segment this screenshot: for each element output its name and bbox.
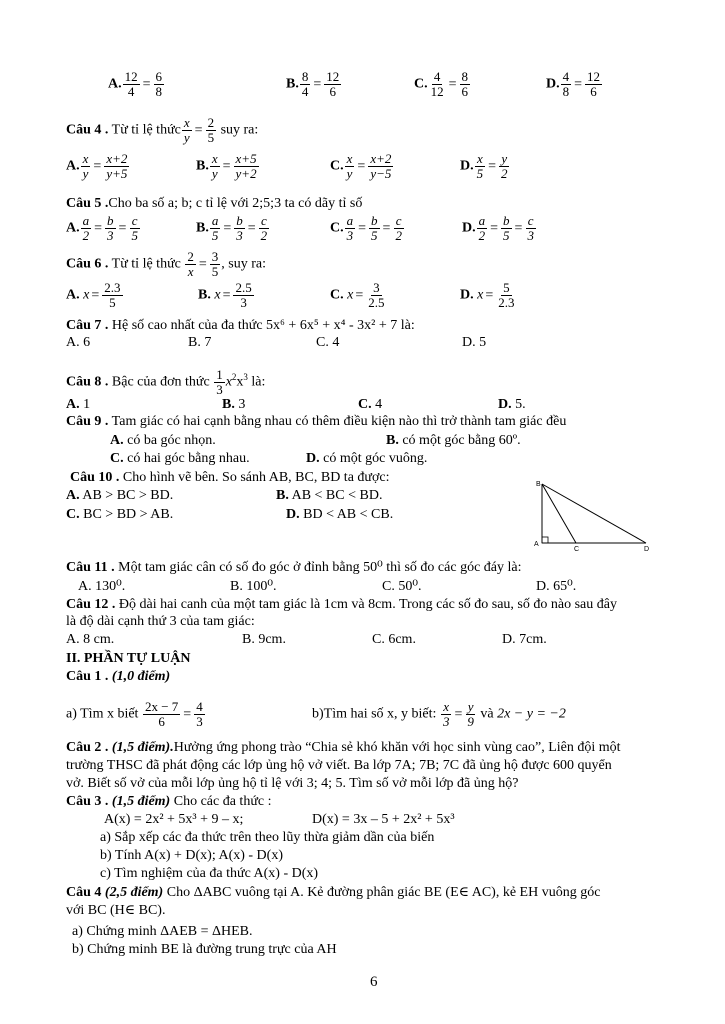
q10-option-d[interactable]: D. BD < AB < CB. (286, 507, 394, 522)
e3-part-b: b) Tính A(x) + D(x); A(x) - D(x) (100, 848, 283, 863)
q11-option-c[interactable]: C. 50⁰. (382, 579, 422, 594)
e1-b-equation: 2x − y = −2 (497, 706, 566, 722)
q8-option-c[interactable]: C. 4 (358, 397, 383, 412)
q7-stem (66, 318, 415, 334)
q7-label: Câu 7 . (66, 318, 109, 333)
e3-polynomial-a: A(x) = 2x² + 5x³ + 9 – x; (104, 812, 244, 827)
e1-b-text: b)Tìm hai số x, y biết: (312, 706, 437, 722)
label-b: B (536, 481, 541, 488)
q11-option-d[interactable]: D. 65⁰. (536, 579, 577, 594)
q7-option-c[interactable]: C. 4 (316, 335, 340, 350)
q10-option-a[interactable]: A. AB > BC > BD. (66, 488, 174, 503)
e1-b-frac-left: $\frac{x}{3}$ (442, 699, 450, 729)
q4-text-before: Từ tỉ lệ thức (111, 122, 181, 138)
q10-option-b[interactable]: B. AB < BC < BD. (276, 488, 383, 503)
q12-option-a[interactable]: A. 8 cm. (66, 632, 115, 647)
e3-points: (1,5 điểm) (111, 794, 171, 809)
q10-triangle-figure (528, 476, 658, 552)
q3-option-a[interactable]: A. $\frac{12}{4}$ = $\frac{6}{8}$ (108, 69, 163, 99)
q4-option-b[interactable]: B. $\frac{x}{y}$ = $\frac{x+5}{y+2}$ (196, 151, 257, 181)
e2-line2: trường THSC đã phát động các lớp ủng hộ vở viết. Ba lớp 7A; 7B; 7C đã ủng hộ được 600 quyển (66, 758, 612, 773)
q6-option-d[interactable]: D. x = $\frac{5}{2.3}$ (460, 280, 515, 310)
q4-option-a[interactable]: A. $\frac{x}{y}$ = $\frac{x+2}{y+5}$ (66, 151, 128, 181)
e3-part-c: c) Tìm nghiệm của đa thức A(x) - D(x) (100, 866, 319, 881)
q4-stem-frac-right: $\frac{2}{5}$ (207, 115, 215, 145)
q9-stem (66, 414, 566, 430)
q12-stem-line2: là độ dài cạnh thứ 3 của tam giác: (66, 614, 255, 629)
q6-text-before: Từ tỉ lệ thức (111, 256, 181, 272)
q8-monomial-vars: x (225, 374, 232, 390)
q12-label: Câu 12 . (66, 597, 116, 612)
e3-polynomial-d: D(x) = 3x – 5 + 2x² + 5x³ (312, 812, 455, 827)
q7-option-a[interactable]: A. 6 (66, 335, 91, 350)
q10-label: Câu 10 . (70, 470, 120, 485)
e1-part-b: b)Tìm hai số x, y biết: $\frac{x}{3}$ = $\frac{y}{9}$ và 2x − y = −2 (312, 699, 566, 729)
e4-part-a: a) Chứng minh ΔAEB = ΔHEB. (72, 924, 253, 939)
q9-label: Câu 9 . (66, 414, 109, 429)
q12-text1: Độ dài hai canh của một tam giác là 1cm và 8cm. Trong các số đo sau, số đo nào sau đây (118, 597, 617, 612)
e1-points: (1,0 điểm) (111, 669, 171, 684)
q3-option-c[interactable]: C. $\frac{4}{12}$ = $\frac{8}{6}$ (414, 69, 469, 99)
q4-option-c[interactable]: C. $\frac{x}{y}$ = $\frac{x+2}{y-5}$ (330, 151, 392, 181)
q5-option-b[interactable]: B. $\frac{a}{5}$ = $\frac{b}{3}$ = $\frac{c}{2}$ (196, 213, 268, 243)
e4-text1: Cho ΔABC vuông tại A. Kẻ đường phân giác BE (E∈ AC), kẻ EH vuông góc (166, 885, 601, 900)
e4-line1 (66, 885, 600, 901)
q4-stem-frac-left: $\frac{x}{y}$ (183, 115, 190, 145)
segment-bc (542, 484, 576, 543)
e1-a-frac-left: $\frac{2x - 7}{6}$ (144, 699, 179, 729)
q4-option-d[interactable]: D. $\frac{x}{5}$ = $\frac{y}{2}$ (460, 151, 508, 181)
page-number: 6 (370, 974, 378, 990)
q8-option-b[interactable]: B. 3 (222, 397, 246, 412)
label-a: A (534, 541, 539, 548)
q5-stem (66, 196, 362, 212)
q11-option-b[interactable]: B. 100⁰. (230, 579, 277, 594)
e4-points: (2,5 điểm) (104, 885, 164, 900)
e1-label: Câu 1 . (66, 669, 109, 684)
e4-part-b: b) Chứng minh BE là đường trung trực của AH (72, 942, 337, 957)
q10-text: Cho hình vẽ bên. So sánh AB, BC, BD ta được: (122, 470, 390, 485)
q7-option-b[interactable]: B. 7 (188, 335, 212, 350)
q6-stem-frac-right: $\frac{3}{5}$ (211, 249, 219, 279)
q6-option-b[interactable]: B. x = $\frac{2.5}{3}$ (198, 280, 252, 310)
q8-label: Câu 8 . (66, 374, 109, 390)
e1-b-frac-right: $\frac{y}{9}$ (467, 699, 474, 729)
q8-monomial: $\frac{1}{3}$ (216, 367, 223, 397)
q10-stem (70, 470, 390, 486)
q8-stem: Câu 8 . Bậc của đơn thức $\frac{1}{3}$ $x^2x^3$ là: (66, 367, 266, 397)
e3-label: Câu 3 . (66, 794, 109, 809)
q4-stem: Câu 4 . Từ tỉ lệ thức $\frac{x}{y}$ = $\frac{2}{5}$ suy ra: (66, 115, 259, 145)
e1-a-frac-right: $\frac{4}{3}$ (196, 699, 203, 729)
e2-line3: vở. Biết số vở của mỗi lớp ủng hộ tỉ lệ với 3; 4; 5. Tìm số vở mỗi lớp đã ủng hộ? (66, 776, 519, 791)
e4-line2: với BC (H∈ BC). (66, 903, 166, 918)
q4-text-after: suy ra: (220, 122, 259, 138)
q9-option-d[interactable]: D. có một góc vuông. (306, 451, 428, 466)
e1-part-a: a) Tìm x biết $\frac{2x - 7}{6}$ = $\frac{4}{3}$ (66, 699, 203, 729)
q11-stem (66, 560, 522, 576)
e2-label: Câu 2 . (66, 740, 109, 755)
e1-heading (66, 669, 170, 685)
q9-option-b[interactable]: B. có một góc bằng 60º. (386, 433, 521, 448)
right-angle-mark (542, 537, 548, 543)
q8-option-d[interactable]: D. 5. (498, 397, 526, 412)
label-c: C (574, 546, 580, 552)
q5-option-c[interactable]: C. $\frac{a}{3}$ = $\frac{b}{5}$ = $\frac{c}{2}$ (330, 213, 402, 243)
q11-label: Câu 11 . (66, 560, 115, 575)
q12-option-d[interactable]: D. 7cm. (502, 632, 547, 647)
e4-label: Câu 4 (66, 885, 102, 900)
q11-option-a[interactable]: A. 130⁰. (78, 579, 126, 594)
e1-b-and: và (480, 706, 494, 722)
e3-text: Cho các đa thức : (173, 794, 272, 809)
q11-text: Một tam giác cân có số đo góc ở đỉnh bằng 50⁰ thì số đo các góc đáy là: (118, 560, 522, 575)
q6-option-a[interactable]: A. x = $\frac{2.3}{5}$ (66, 280, 121, 310)
part2-title: II. PHẦN TỰ LUẬN (66, 651, 191, 666)
q12-option-b[interactable]: B. 9cm. (242, 632, 286, 647)
e2-text1: Hưởng ứng phong trào “Chia sẻ khó khăn với học sinh vùng cao”, Liên đội một (173, 740, 621, 755)
q8-text-before: Bậc của đơn thức (111, 374, 210, 390)
label-d: D (644, 546, 650, 552)
q6-stem-frac-left: $\frac{2}{x}$ (187, 249, 194, 279)
q6-label: Câu 6 . (66, 256, 109, 272)
q7-option-d[interactable]: D. 5 (462, 335, 487, 350)
q8-text-after: là: (251, 374, 266, 390)
q3-option-b[interactable]: B. $\frac{8}{4}$ = $\frac{12}{6}$ (286, 69, 340, 99)
q4-label: Câu 4 . (66, 122, 109, 138)
q6-text-after: , suy ra: (221, 256, 266, 272)
q5-option-d[interactable]: D. $\frac{a}{2}$ = $\frac{b}{5}$ = $\frac{c}{3}$ (462, 213, 534, 243)
q5-label: Câu 5 . (66, 196, 109, 211)
q3-option-d[interactable]: D. $\frac{4}{8}$ = $\frac{12}{6}$ (546, 69, 601, 99)
q9-option-c[interactable]: C. có hai góc bằng nhau. (110, 451, 250, 466)
e2-line1 (66, 740, 621, 756)
q12-option-c[interactable]: C. 6cm. (372, 632, 416, 647)
e2-points: (1,5 điểm). (111, 740, 174, 755)
q9-text: Tam giác có hai cạnh bằng nhau có thêm điều kiện nào thì trở thành tam giác đều (111, 414, 567, 429)
e3-heading (66, 794, 272, 810)
q6-option-c[interactable]: C. x = $\frac{3}{2.5}$ (330, 280, 385, 310)
q9-option-a[interactable]: A. có ba góc nhọn. (110, 433, 216, 448)
q6-stem: Câu 6 . Từ tỉ lệ thức $\frac{2}{x}$ = $\frac{3}{5}$ , suy ra: (66, 249, 266, 279)
q12-stem-line1 (66, 597, 617, 613)
e3-part-a: a) Sắp xếp các đa thức trên theo lũy thừa giảm dần của biến (100, 830, 435, 845)
q7-text: Hệ số cao nhất của đa thức 5x⁶ + 6x⁵ + x⁴ - 3x² + 7 là: (111, 318, 415, 333)
segment-bd (542, 484, 646, 543)
e1-a-text: a) Tìm x biết (66, 706, 139, 722)
q8-option-a[interactable]: A. 1 (66, 397, 91, 412)
q5-option-a[interactable]: A. $\frac{a}{2}$ = $\frac{b}{3}$ = $\frac{c}{5}$ (66, 213, 138, 243)
q10-option-c[interactable]: C. BC > BD > AB. (66, 507, 174, 522)
q5-text: Cho ba số a; b; c tỉ lệ với 2;5;3 ta có dãy tỉ số (108, 196, 363, 211)
